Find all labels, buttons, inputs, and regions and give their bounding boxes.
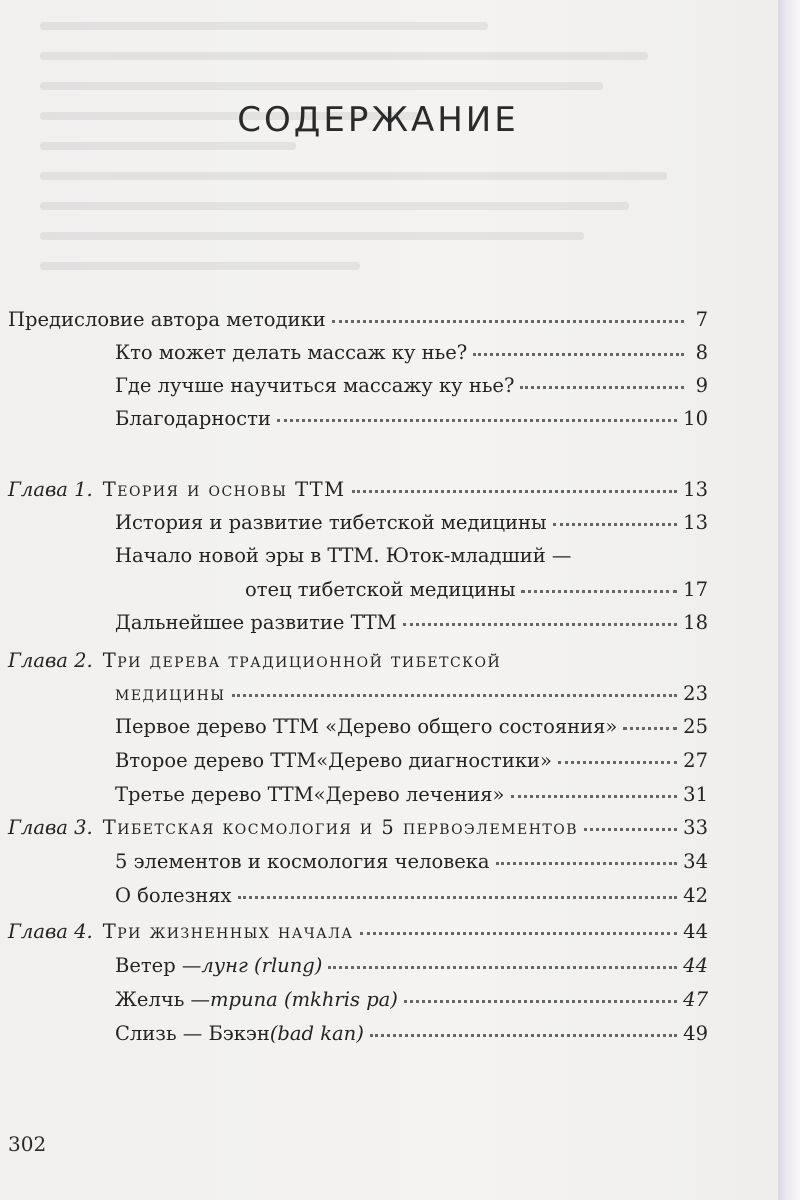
- page-number: 33: [683, 816, 708, 839]
- entry-title: 5 элементов и космология человека: [115, 850, 490, 873]
- chapter-label: Глава 1.: [8, 478, 93, 501]
- toc-entry[interactable]: [115, 717, 708, 737]
- entry-title: отец тибетской медицины: [245, 578, 516, 601]
- toc-chapter[interactable]: [8, 922, 708, 942]
- entry-title: Начало новой эры в ТТМ. Юток-младший —: [115, 544, 572, 567]
- entry-title: Дальнейшее развитие ТТМ: [115, 611, 397, 634]
- chapter-label: Глава 4.: [8, 920, 93, 943]
- dot-leader: [623, 727, 677, 730]
- chapter-label: Глава 2.: [8, 649, 93, 672]
- toc-entry[interactable]: [115, 343, 708, 363]
- dot-leader: [370, 1034, 677, 1037]
- entry-title: Предисловие автора методики: [8, 308, 326, 331]
- page-number: 25: [683, 715, 708, 738]
- page-number: 27: [683, 749, 708, 772]
- page-number: 7: [695, 308, 708, 331]
- chapter-title: Тибетская космология и 5 первоэлементов: [102, 816, 579, 839]
- toc-chapter[interactable]: [8, 818, 708, 838]
- toc-entry[interactable]: [115, 1024, 708, 1044]
- toc-entry-continuation[interactable]: [245, 580, 708, 600]
- dot-leader: [238, 896, 678, 899]
- toc-chapter-continuation[interactable]: [115, 684, 708, 704]
- page-edge-shadow: [778, 0, 800, 1200]
- toc-entry[interactable]: [115, 785, 708, 805]
- page-number: 42: [683, 884, 708, 907]
- toc-entry[interactable]: [115, 751, 708, 771]
- page-number: 23: [683, 682, 708, 705]
- page-number: 17: [683, 578, 708, 601]
- page-number: 9: [695, 374, 708, 397]
- dot-leader: [496, 862, 678, 865]
- entry-title: Кто может делать массаж ку нье?: [115, 341, 468, 364]
- dot-leader: [553, 523, 678, 526]
- dot-leader: [332, 320, 684, 323]
- dot-leader: [473, 353, 684, 356]
- dot-leader: [328, 966, 677, 969]
- entry-title: Третье дерево ТТМ«Дерево лечения»: [115, 783, 505, 806]
- entry-title: Второе дерево ТТМ«Дерево диагностики»: [115, 749, 552, 772]
- dot-leader: [404, 1000, 677, 1003]
- dot-leader: [232, 694, 678, 697]
- chapter-label: Глава 3.: [8, 816, 93, 839]
- page-number: 13: [683, 478, 708, 501]
- page-number: 49: [683, 1022, 708, 1045]
- page-number: 10: [683, 407, 708, 430]
- toc-entry[interactable]: [115, 546, 571, 566]
- dot-leader: [360, 932, 678, 935]
- dot-leader: [520, 386, 684, 389]
- toc-entry[interactable]: [115, 956, 708, 976]
- dot-leader: [521, 590, 677, 593]
- page-number: 13: [683, 511, 708, 534]
- chapter-title: медицины: [115, 682, 226, 705]
- entry-title: Первое дерево ТТМ «Дерево общего состояния»: [115, 715, 618, 738]
- toc-chapter[interactable]: [8, 651, 501, 671]
- entry-title: Благодарности: [115, 407, 271, 430]
- toc-entry[interactable]: [115, 409, 708, 429]
- toc-entry[interactable]: [115, 376, 708, 396]
- page-folio-number: 302: [8, 1132, 47, 1156]
- entry-title: История и развитие тибетской медицины: [115, 511, 547, 534]
- entry-title-italic: (bad kan): [269, 1022, 364, 1045]
- toc-entry[interactable]: [115, 852, 708, 872]
- dot-leader: [558, 761, 677, 764]
- toc-entry[interactable]: [115, 990, 708, 1010]
- dot-leader: [511, 795, 678, 798]
- page-number: 34: [683, 850, 708, 873]
- page-number: 44: [683, 954, 708, 977]
- chapter-title: Теория и основы ТТМ: [102, 478, 346, 501]
- toc-entry[interactable]: [115, 886, 708, 906]
- page-number: 18: [683, 611, 708, 634]
- entry-title-italic: лунг (rlung): [201, 954, 323, 977]
- toc-entry[interactable]: [8, 310, 708, 330]
- page-number: 8: [695, 341, 708, 364]
- dot-leader: [277, 419, 677, 422]
- page-number: 44: [683, 920, 708, 943]
- toc-entry[interactable]: [115, 513, 708, 533]
- entry-title-plain: Желчь —: [115, 988, 211, 1011]
- toc-chapter[interactable]: [8, 480, 708, 500]
- dot-leader: [403, 623, 678, 626]
- entry-title-plain: Слизь — Бэкэн: [115, 1022, 270, 1045]
- chapter-title: Три жизненных начала: [102, 920, 354, 943]
- chapter-title: Три дерева традиционной тибетской: [102, 649, 502, 672]
- page-number: 31: [683, 783, 708, 806]
- page-number: 47: [683, 988, 708, 1011]
- dot-leader: [584, 828, 677, 831]
- entry-title-plain: Ветер —: [115, 954, 202, 977]
- entry-title: О болезнях: [115, 884, 232, 907]
- entry-title-italic: трипа (mkhris pa): [210, 988, 398, 1011]
- entry-title: Где лучше научиться массажу ку нье?: [115, 374, 515, 397]
- toc-entry[interactable]: [115, 613, 708, 633]
- page-title: СОДЕРЖАНИЕ: [237, 100, 519, 140]
- dot-leader: [352, 490, 678, 493]
